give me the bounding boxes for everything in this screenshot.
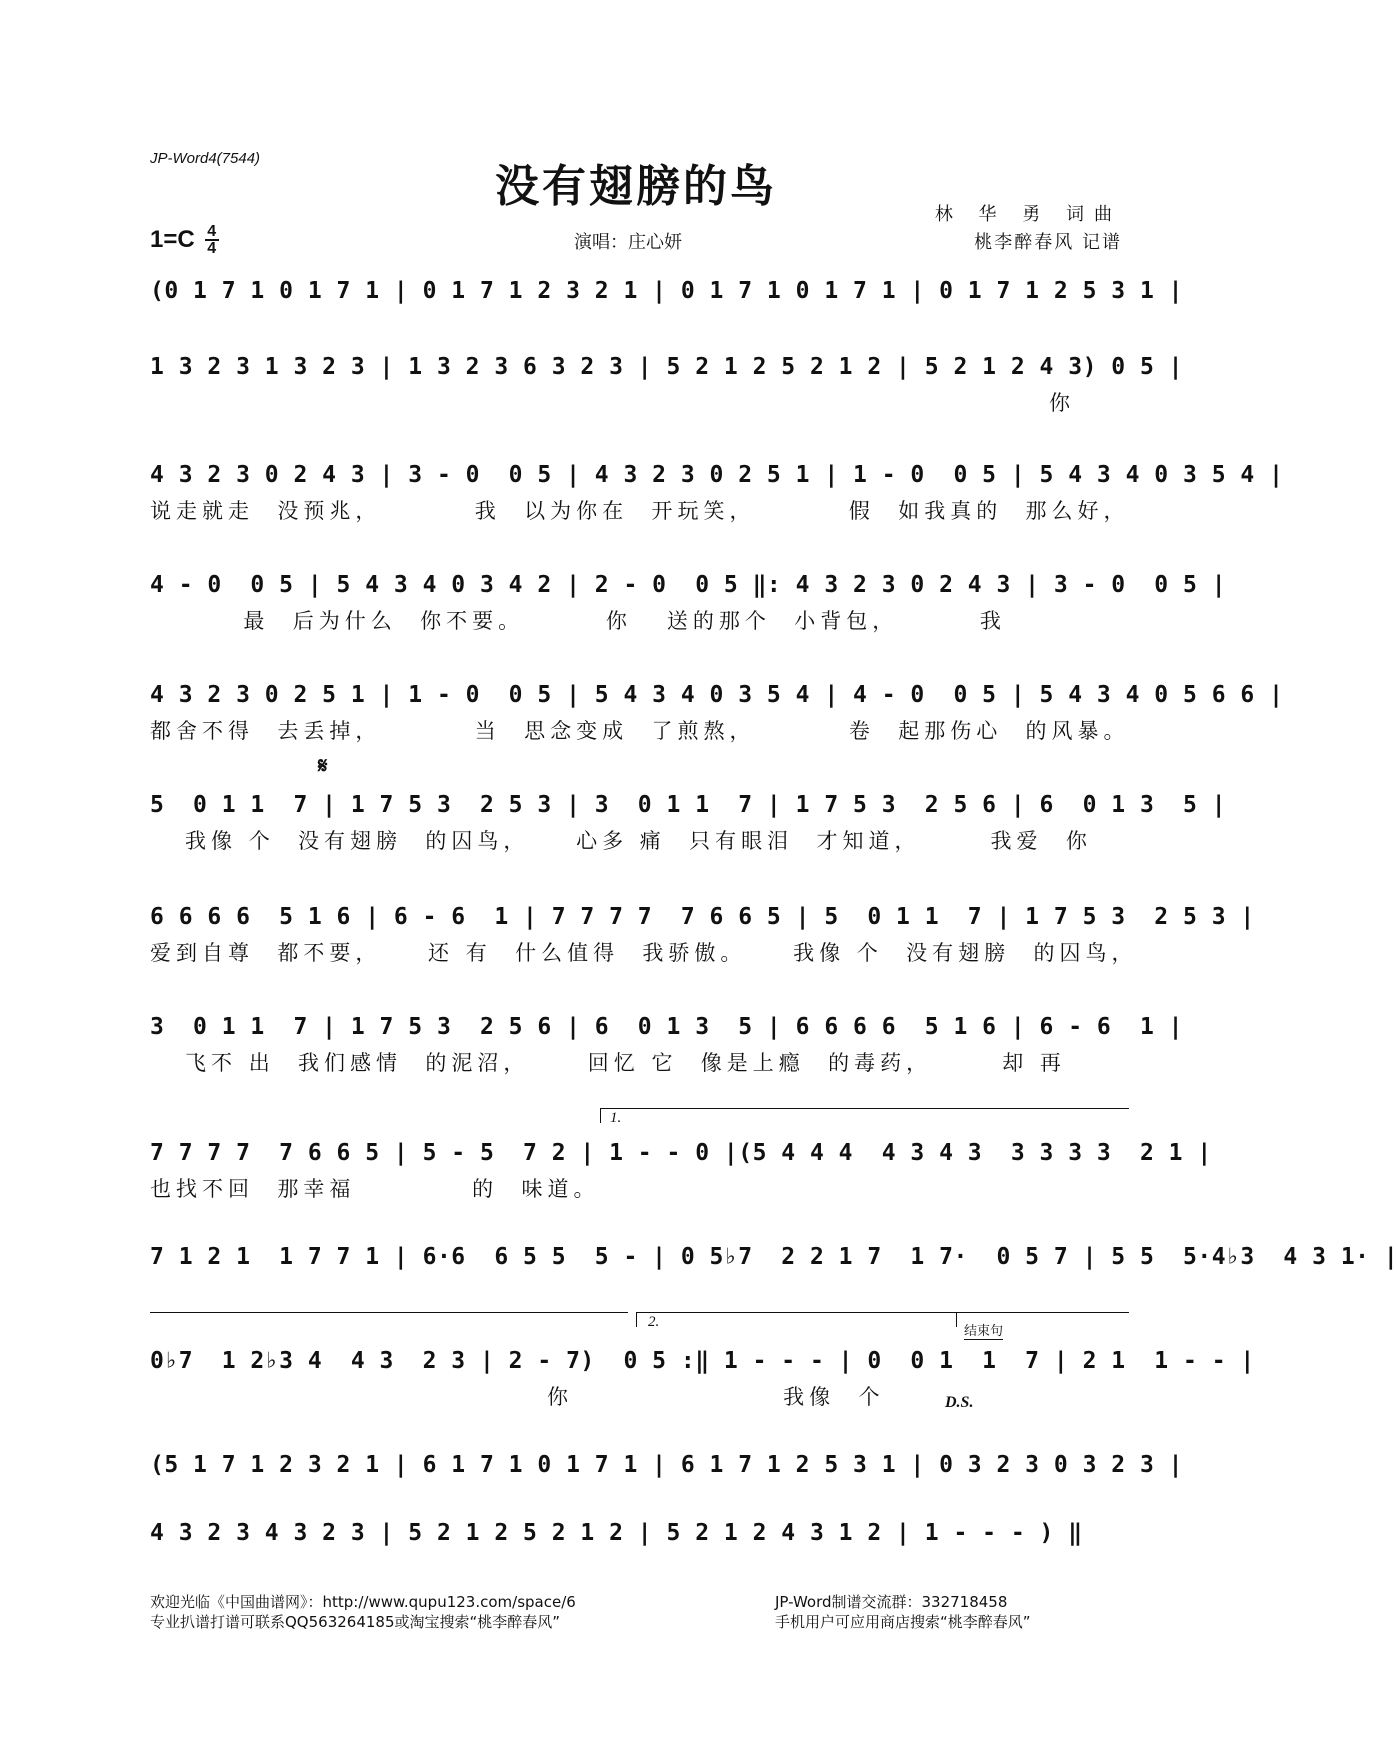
lyrics-line: 都舍不得 去丢掉， 当 思念变成 了煎熬， 卷 起那伤心 的风暴。: [150, 719, 1130, 743]
song-title: 没有翅膀的鸟: [495, 161, 777, 212]
footer-group-line: JP-Word制谱交流群：332718458: [775, 1593, 1008, 1611]
lyrics-line: 爱到自尊 都不要， 还 有 什么值得 我骄傲。 我像 个 没有翅膀 的囚鸟，: [150, 941, 1138, 965]
notes-line: 6 6 6 6 5 1 6 | 6 - 6 1 | 7 7 7 7 7 6 6 5 | 5 0 1 1 7 | 1 7 5 3 2 5 3 |: [150, 904, 1255, 930]
ending-label: 结束句: [964, 1320, 1003, 1340]
score-system: [150, 570, 1227, 634]
score-system: [150, 1518, 1130, 1556]
score-system: [150, 276, 1183, 314]
notes-line: (0 1 7 1 0 1 7 1 | 0 1 7 1 2 3 2 1 | 0 1 7 1 0 1 7 1 | 0 1 7 1 2 5 3 1 |: [150, 278, 1183, 304]
score-system: [150, 1138, 1212, 1202]
footer-app-line: 手机用户可应用商店搜索“桃李醉春风”: [775, 1613, 1031, 1631]
singer: 演唱：庄心妍: [574, 232, 682, 253]
score-system: [150, 1450, 1183, 1488]
footer-right: [775, 1592, 1031, 1632]
segno-mark: 𝄋: [318, 754, 328, 779]
lyrics-line: 最 后为什么 你不要。 你 送的那个 小背包， 我: [150, 609, 1006, 633]
notes-line: 7 7 7 7 7 6 6 5 | 5 - 5 7 2 | 1 - - 0 |(5 4 4 4 4 3 4 3 3 3 3 3 2 1 |: [150, 1140, 1212, 1166]
footer-website-line: 欢迎光临《中国曲谱网》：http://www.qupu123.com/space/6: [150, 1593, 576, 1611]
volta-1-label: 1.: [610, 1110, 622, 1126]
lyrics-line: 说走就走 没预兆， 我 以为你在 开玩笑， 假 如我真的 那么好，: [150, 499, 1130, 523]
volta-1-bracket: [600, 1108, 1129, 1123]
notes-line: 4 3 2 3 0 2 5 1 | 1 - 0 0 5 | 5 4 3 4 0 3 5 4 | 4 - 0 0 5 | 5 4 3 4 0 5 6 6 |: [150, 682, 1284, 708]
time-bottom: 4: [207, 240, 217, 257]
score-system: [150, 1012, 1183, 1076]
score-system: [150, 680, 1284, 744]
time-signature: [205, 224, 219, 256]
score-system: [150, 902, 1255, 966]
composer-credit: 林 华 勇 词曲: [934, 204, 1122, 225]
software-tag: JP-Word4(7544): [150, 150, 261, 167]
notes-line: 4 3 2 3 0 2 4 3 | 3 - 0 0 5 | 4 3 2 3 0 2 5 1 | 1 - 0 0 5 | 5 4 3 4 0 3 5 4 |: [150, 462, 1284, 488]
notes-line: 4 3 2 3 4 3 2 3 | 5 2 1 2 5 2 1 2 | 5 2 1 2 4 3 1 2 | 1 - - - ) ‖: [150, 1520, 1083, 1546]
key-signature: [150, 224, 219, 256]
score-system: [150, 1346, 1255, 1410]
notes-line: 3 0 1 1 7 | 1 7 5 3 2 5 6 | 6 0 1 3 5 | 6 6 6 6 5 1 6 | 6 - 6 1 |: [150, 1014, 1183, 1040]
footer-contact-line: 专业扒谱打谱可联系QQ563264185或淘宝搜索“桃李醉春风”: [150, 1613, 561, 1631]
repeat-span-line: [150, 1312, 628, 1327]
score-system: [150, 790, 1227, 854]
ds-mark: D.S.: [945, 1394, 974, 1411]
score-system: [150, 460, 1284, 524]
lyrics-line: 你 我像 个: [150, 1385, 885, 1409]
score-system: [150, 352, 1183, 416]
transcriber-credit: 桃李醉春风 记谱: [974, 232, 1122, 253]
footer-left: [150, 1592, 576, 1632]
lyrics-line: 也找不回 那幸福 的 味道。: [150, 1177, 600, 1201]
notes-line: 1 3 2 3 1 3 2 3 | 1 3 2 3 6 3 2 3 | 5 2 1 2 5 2 1 2 | 5 2 1 2 4 3) 0 5 |: [150, 354, 1183, 380]
lyrics-line: 你: [150, 391, 1075, 415]
lyrics-line: 我像 个 没有翅膀 的囚鸟， 心多 痛 只有眼泪 才知道， 我爱 你: [150, 829, 1092, 853]
notes-line: 4 - 0 0 5 | 5 4 3 4 0 3 4 2 | 2 - 0 0 5 ‖: 4 3 2 3 0 2 4 3 | 3 - 0 0 5 |: [150, 572, 1227, 598]
lyrics-line: 飞不 出 我们感情 的泥沼， 回忆 它 像是上瘾 的毒药， 却 再: [150, 1051, 1066, 1075]
notes-line: 5 0 1 1 7 | 1 7 5 3 2 5 3 | 3 0 1 1 7 | 1 7 5 3 2 5 6 | 6 0 1 3 5 |: [150, 792, 1227, 818]
notes-line: 7 1 2 1 1 7 7 1 | 6·6 6 5 5 5 - | 0 5♭7 2 2 1 7 1 7· 0 5 7 | 5 5 5·4♭3 4 3 1· |: [150, 1244, 1398, 1270]
notes-line: (5 1 7 1 2 3 2 1 | 6 1 7 1 0 1 7 1 | 6 1 7 1 2 5 3 1 | 0 3 2 3 0 3 2 3 |: [150, 1452, 1183, 1478]
key-label: 1=C: [150, 226, 195, 253]
volta-2-label: 2.: [648, 1314, 660, 1330]
notes-line: 0♭7 1 2♭3 4 4 3 2 3 | 2 - 7) 0 5 :‖ 1 - - - | 0 0 1 1 7 | 2 1 1 - - |: [150, 1348, 1255, 1374]
volta-2-bracket: [636, 1312, 957, 1327]
score-system: [150, 1242, 1398, 1280]
time-top: 4: [207, 223, 217, 240]
